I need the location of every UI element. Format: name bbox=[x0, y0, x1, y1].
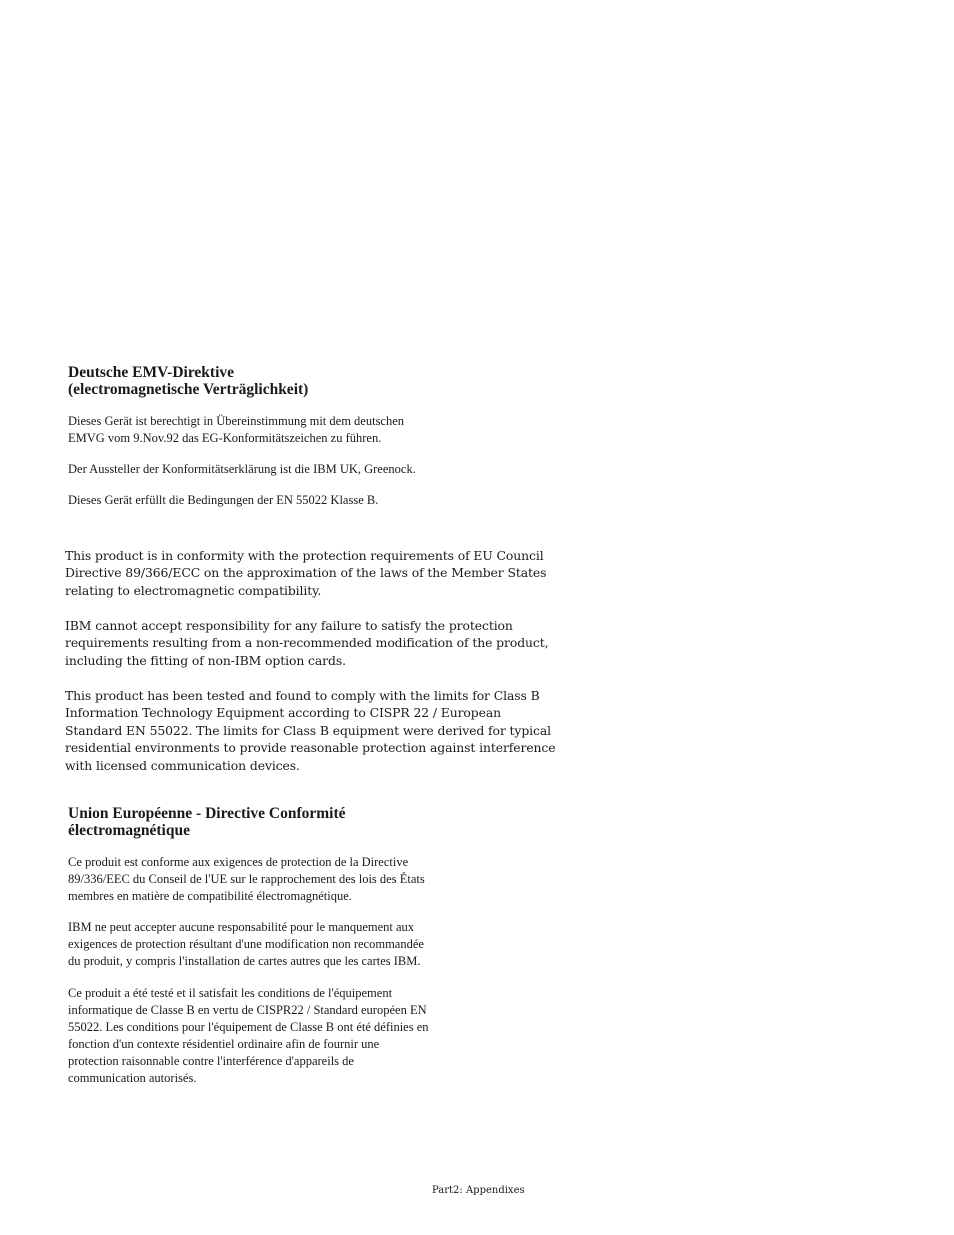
german-paragraph-1 bbox=[68, 413, 404, 447]
paragraph-line: including the fitting of non-IBM option cards. bbox=[65, 652, 346, 668]
french-paragraph-1 bbox=[68, 854, 425, 905]
paragraph-line: Dieses Gerät erfüllt die Bedingungen der EN 55022 Klasse B. bbox=[68, 493, 379, 507]
paragraph-line: 55022. Les conditions pour l'équipement de Classe B ont été définies en bbox=[68, 1020, 429, 1034]
paragraph-line: residential environments to provide reasonable protection against interference bbox=[65, 740, 556, 756]
paragraph-line: Information Technology Equipment according to CISPR 22 / European bbox=[65, 705, 502, 721]
german-paragraph-2 bbox=[68, 461, 416, 478]
paragraph-line: Dieses Gerät ist berechtigt in Übereinstimmung mit dem deutschen bbox=[68, 414, 405, 428]
heading-line: Union Européenne - Directive Conformité bbox=[68, 805, 346, 822]
french-emc-heading bbox=[68, 805, 346, 839]
heading-line: Deutsche EMV-Direktive bbox=[68, 364, 235, 381]
paragraph-line: du produit, y compris l'installation de cartes autres que les cartes IBM. bbox=[68, 954, 421, 968]
paragraph-line: IBM cannot accept responsibility for any failure to satisfy the protection bbox=[65, 618, 513, 633]
german-emv-section bbox=[68, 364, 308, 398]
paragraph-line: communication autorisés. bbox=[68, 1071, 197, 1085]
paragraph-line: Ce produit a été testé et il satisfait les conditions de l'équipement bbox=[68, 986, 393, 1000]
paragraph-line: Standard EN 55022. The limits for Class B equipment were derived for typical bbox=[65, 722, 552, 738]
english-paragraph-1 bbox=[65, 547, 546, 599]
page-footer: Part2: Appendixes bbox=[432, 1185, 525, 1196]
french-emc-section bbox=[68, 805, 346, 839]
paragraph-line: EMVG vom 9.Nov.92 das EG-Konformitätszeichen zu führen. bbox=[68, 431, 382, 445]
paragraph-line: Der Aussteller der Konformitätserklärung ist die IBM UK, Greenock. bbox=[68, 462, 416, 476]
paragraph-line: This product has been tested and found to comply with the limits for Class B bbox=[65, 688, 540, 703]
french-paragraph-2 bbox=[68, 919, 424, 970]
paragraph-line: This product is in conformity with the protection requirements of EU Council bbox=[65, 548, 544, 563]
paragraph-line: exigences de protection résultant d'une modification non recommandée bbox=[68, 937, 424, 951]
paragraph-line: Ce produit est conforme aux exigences de protection de la Directive bbox=[68, 855, 409, 869]
paragraph-line: protection raisonnable contre l'interférence d'appareils de bbox=[68, 1054, 354, 1068]
german-emv-heading bbox=[68, 364, 308, 398]
paragraph-line: IBM ne peut accepter aucune responsabilité pour le manquement aux bbox=[68, 920, 415, 934]
paragraph-line: informatique de Classe B en vertu de CISPR22 / Standard européen EN bbox=[68, 1003, 427, 1017]
paragraph-line: 89/336/EEC du Conseil de l'UE sur le rapprochement des lois des États bbox=[68, 872, 425, 886]
english-paragraph-2 bbox=[65, 617, 548, 669]
paragraph-line: relating to electromagnetic compatibility. bbox=[65, 582, 322, 598]
paragraph-line: membres en matière de compatibilité électromagnétique. bbox=[68, 889, 352, 903]
heading-line: (electromagnetische Verträglichkeit) bbox=[68, 381, 309, 398]
paragraph-line: Directive 89/366/ECC on the approximation of the laws of the Member States bbox=[65, 565, 547, 581]
heading-line: électromagnétique bbox=[68, 822, 190, 839]
english-paragraph-3 bbox=[65, 687, 556, 774]
paragraph-line: requirements resulting from a non-recommended modification of the product, bbox=[65, 635, 549, 651]
french-paragraph-3 bbox=[68, 985, 429, 1087]
german-paragraph-3 bbox=[68, 492, 378, 509]
paragraph-line: fonction d'un contexte résidentiel ordinaire afin de fournir une bbox=[68, 1037, 380, 1051]
paragraph-line: with licensed communication devices. bbox=[65, 757, 300, 773]
